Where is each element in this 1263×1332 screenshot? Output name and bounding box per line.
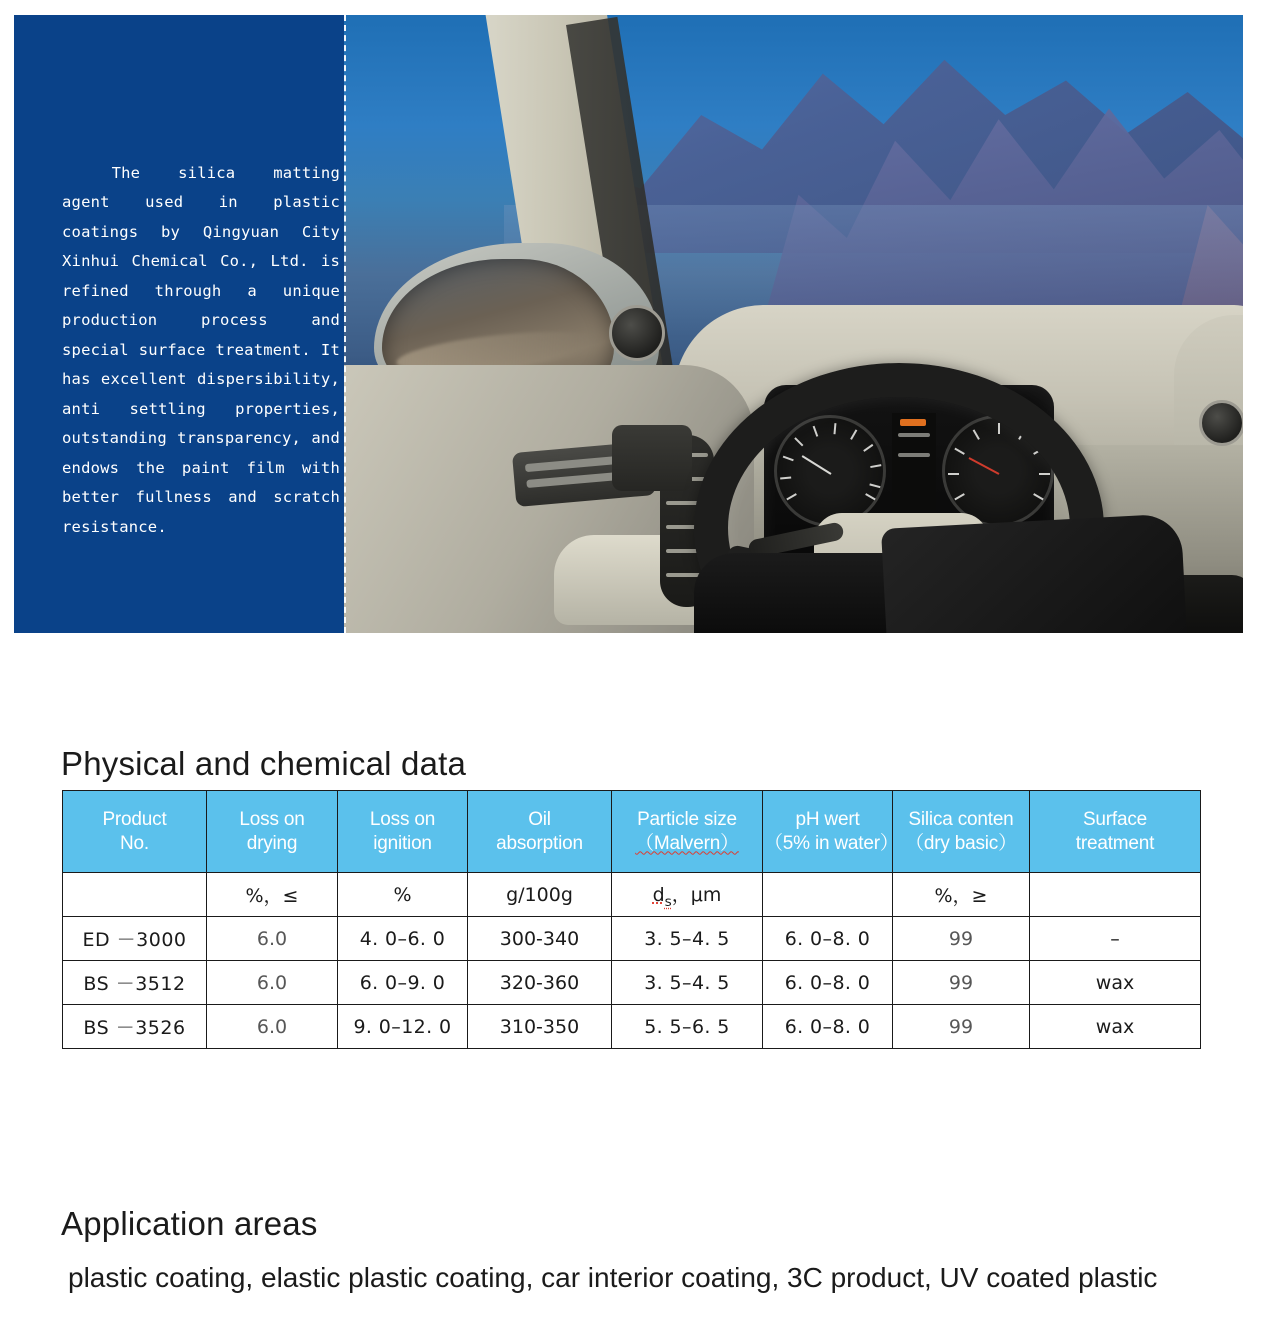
cell-ph-wert: 6. 0–8. 0	[763, 1005, 893, 1049]
cell-loss-on-ignition: 9. 0–12. 0	[338, 1005, 468, 1049]
cell-particle-size: 3. 5–4. 5	[612, 961, 763, 1005]
unit-loss-on-drying: %，≤	[207, 873, 338, 917]
table-units-row	[63, 873, 1201, 917]
header-line-1: Product	[102, 808, 167, 830]
header-line-2: absorption	[496, 832, 583, 854]
cell-oil-absorption: 300-340	[468, 917, 612, 961]
column-header-surface-treatment	[1030, 791, 1201, 873]
header-line-2: （dry basic）	[905, 832, 1017, 854]
cell-silica-content: 99	[893, 1005, 1030, 1049]
column-header-particle-size	[612, 791, 763, 873]
column-header-oil-absorption	[468, 791, 612, 873]
hero-description-paragraph: The silica matting agent used in plastic coatings by Qingyuan City Xinhui Chemical Co., Ltd. is refined through a unique production process and special surface treatment. It has excellent dispersibility, anti settling properties, outstanding transparency, and endows the paint film with better fullness and scratch resistance.	[62, 163, 340, 536]
cell-particle-size: 3. 5–4. 5	[612, 917, 763, 961]
cell-loss-on-drying: 6.0	[207, 917, 338, 961]
car-interior-photo	[344, 15, 1243, 633]
application-areas-title: Application areas	[61, 1205, 318, 1243]
unit-silica-content: %，≥	[893, 873, 1030, 917]
cell-product-no: BS －3526	[63, 1005, 207, 1049]
table-row	[63, 961, 1201, 1005]
unit-surface-treatment	[1030, 873, 1201, 917]
unit-particle-size	[612, 873, 763, 917]
cell-particle-size: 5. 5–6. 5	[612, 1005, 763, 1049]
dash-knob-left-icon	[609, 305, 665, 361]
cell-oil-absorption: 320-360	[468, 961, 612, 1005]
header-line-1: Silica conten	[908, 808, 1014, 830]
header-line-1: Particle size	[637, 808, 737, 830]
column-header-product-no	[63, 791, 207, 873]
physical-chemical-data-title: Physical and chemical data	[61, 745, 467, 783]
cell-loss-on-drying: 6.0	[207, 1005, 338, 1049]
cell-ph-wert: 6. 0–8. 0	[763, 961, 893, 1005]
column-header-loss-on-ignition	[338, 791, 468, 873]
header-line-2: （Malvern）	[635, 832, 739, 854]
unit-d-subscript: s	[664, 893, 672, 910]
column-header-silica-content	[893, 791, 1030, 873]
header-line-1: Loss on	[239, 808, 305, 830]
header-line-2: No.	[120, 832, 149, 854]
header-line-1: Surface	[1082, 808, 1148, 830]
dash-knob-right-icon	[1199, 400, 1243, 446]
unit-micrometre: ，μm	[671, 883, 722, 906]
header-line-1: Oil	[528, 808, 551, 830]
header-line-1: Loss on	[369, 808, 436, 830]
header-line-2: treatment	[1075, 832, 1155, 854]
door-control-pad-icon	[612, 425, 692, 491]
column-header-loss-on-drying	[207, 791, 338, 873]
unit-oil-absorption: g/100g	[468, 873, 612, 917]
physical-chemical-data-table	[62, 790, 1201, 1049]
table-header-row	[63, 791, 1201, 873]
warning-light-icon	[900, 419, 926, 426]
header-line-2: drying	[246, 832, 298, 854]
unit-d-symbol: d	[652, 883, 665, 906]
application-areas-body: plastic coating, elastic plastic coating, car interior coating, 3C product, UV coated plastic	[68, 1262, 1158, 1293]
cell-oil-absorption: 310-350	[468, 1005, 612, 1049]
unit-ph-wert	[763, 873, 893, 917]
cell-loss-on-ignition: 6. 0–9. 0	[338, 961, 468, 1005]
cell-product-no: ED －3000	[63, 917, 207, 961]
cell-surface-treatment: –	[1030, 917, 1201, 961]
hero-banner	[14, 15, 1243, 633]
cell-silica-content: 99	[893, 961, 1030, 1005]
unit-loss-on-ignition: %	[338, 873, 468, 917]
header-line-2: （5% in water）	[764, 832, 899, 854]
table-row	[63, 917, 1201, 961]
column-header-ph-wert	[763, 791, 899, 873]
cell-loss-on-ignition: 4. 0–6. 0	[338, 917, 468, 961]
table-row	[63, 1005, 1201, 1049]
hero-dashed-divider	[344, 15, 346, 633]
cell-surface-treatment: wax	[1030, 1005, 1201, 1049]
cell-product-no: BS －3512	[63, 961, 207, 1005]
cell-silica-content: 99	[893, 917, 1030, 961]
header-line-1: pH wert	[795, 808, 860, 830]
unit-product-no	[63, 873, 207, 917]
cell-ph-wert: 6. 0–8. 0	[763, 917, 893, 961]
cell-loss-on-drying: 6.0	[207, 961, 338, 1005]
cell-surface-treatment: wax	[1030, 961, 1201, 1005]
header-line-2: ignition	[373, 832, 432, 854]
seat-cushion	[881, 513, 1187, 633]
